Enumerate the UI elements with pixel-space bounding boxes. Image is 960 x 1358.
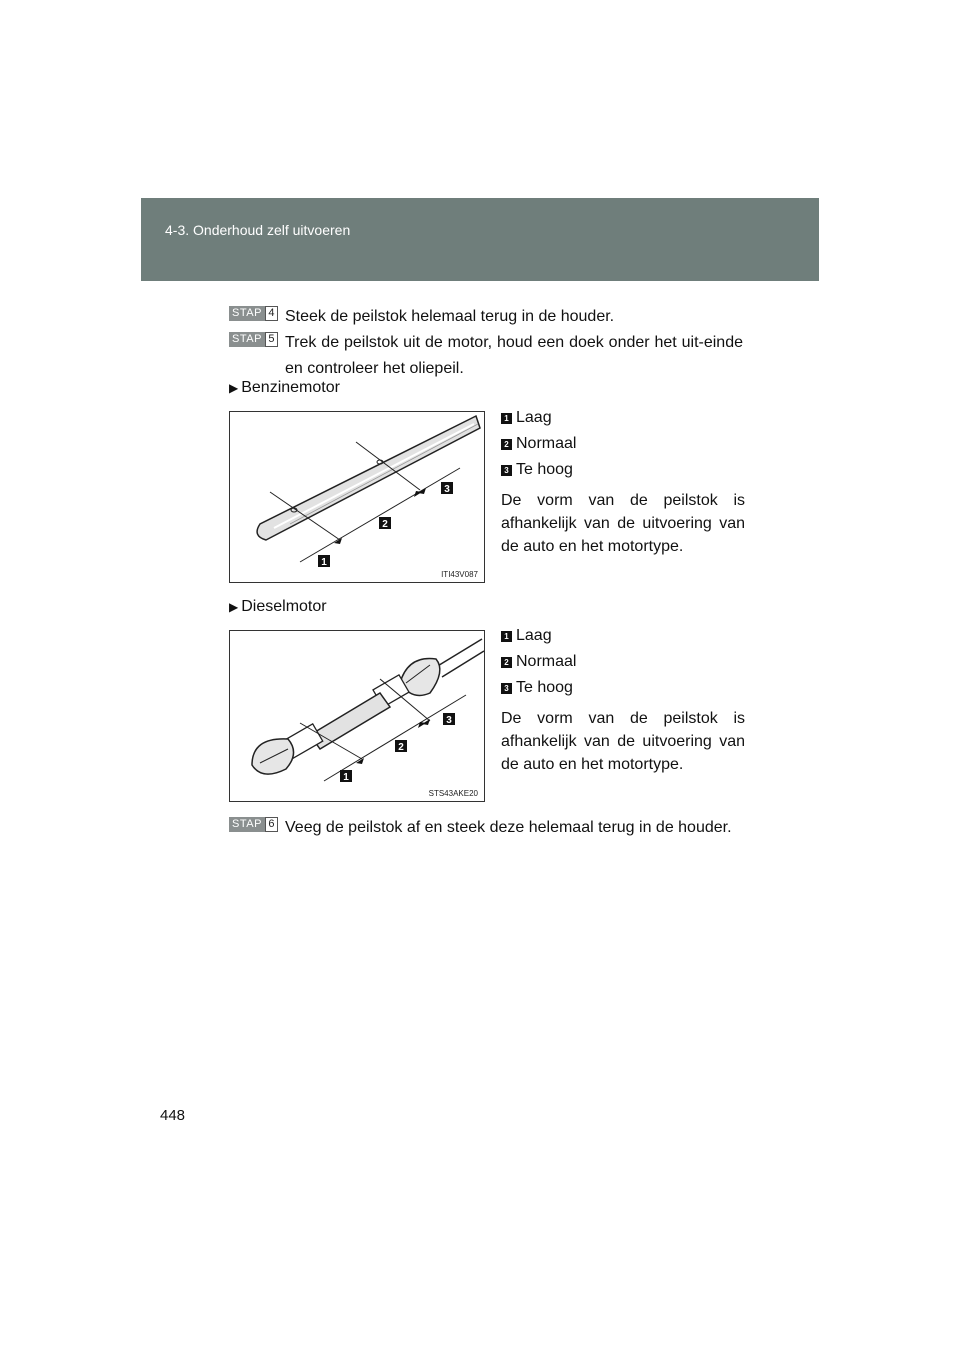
svg-text:3: 3 — [444, 484, 450, 495]
legend-note: De vorm van de peilstok is afhankelijk van de uitvoering van de auto en het motortype. — [501, 710, 745, 773]
step-number: 6 — [265, 817, 278, 832]
legend-label: Te hoog — [516, 461, 573, 478]
triangle-right-icon: ▶ — [229, 381, 239, 395]
legend-label: Laag — [516, 627, 552, 644]
step-text: Trek de peilstok uit de motor, houd een doek onder het uit-einde en controleer het oliepeil. — [285, 334, 743, 377]
legend-item — [501, 623, 745, 649]
svg-text:2: 2 — [398, 742, 404, 753]
number-badge: 2 — [501, 439, 512, 450]
step-text: Steek de peilstok helemaal terug in de houder. — [285, 308, 615, 325]
figure-code: ITI43V087 — [441, 570, 478, 579]
variant-title: Dieselmotor — [241, 598, 327, 615]
variant-title-petrol — [229, 379, 340, 397]
step-badge — [229, 817, 278, 832]
legend-diesel — [501, 623, 745, 776]
legend-item — [501, 405, 745, 431]
svg-text:2: 2 — [382, 519, 388, 530]
section-title: 4-3. Onderhoud zelf uitvoeren — [165, 222, 351, 238]
step-label: STAP — [229, 332, 265, 347]
number-badge: 2 — [501, 657, 512, 668]
dipstick-illustration — [230, 631, 486, 803]
triangle-right-icon: ▶ — [229, 600, 239, 614]
legend-label: Laag — [516, 409, 552, 426]
step-badge — [229, 306, 278, 321]
figure-code: STS43AKE20 — [428, 789, 478, 798]
variant-title: Benzinemotor — [241, 379, 340, 396]
legend-label: Normaal — [516, 653, 577, 670]
step-label: STAP — [229, 306, 265, 321]
legend-petrol — [501, 405, 745, 558]
figure-petrol-dipstick — [229, 411, 485, 583]
legend-item — [501, 457, 745, 483]
dipstick-illustration — [230, 412, 486, 584]
step-label: STAP — [229, 817, 265, 832]
svg-text:3: 3 — [446, 715, 452, 726]
svg-text:1: 1 — [343, 772, 349, 783]
number-badge: 3 — [501, 683, 512, 694]
legend-item — [501, 649, 745, 675]
legend-item — [501, 431, 745, 457]
page-number: 448 — [160, 1107, 186, 1124]
number-badge: 1 — [501, 631, 512, 642]
variant-title-diesel — [229, 598, 327, 616]
legend-note: De vorm van de peilstok is afhankelijk van de uitvoering van de auto en het motortype. — [501, 492, 745, 555]
step-number: 5 — [265, 332, 278, 347]
figure-diesel-dipstick — [229, 630, 485, 802]
svg-text:1: 1 — [321, 557, 327, 568]
legend-item — [501, 675, 745, 701]
number-badge: 1 — [501, 413, 512, 424]
legend-label: Normaal — [516, 435, 577, 452]
legend-label: Te hoog — [516, 679, 573, 696]
step-badge — [229, 332, 278, 347]
step-text: Veeg de peilstok af en steek deze helemaal terug in de houder. — [285, 819, 732, 836]
section-header — [141, 198, 819, 281]
step-number: 4 — [265, 306, 278, 321]
number-badge: 3 — [501, 465, 512, 476]
